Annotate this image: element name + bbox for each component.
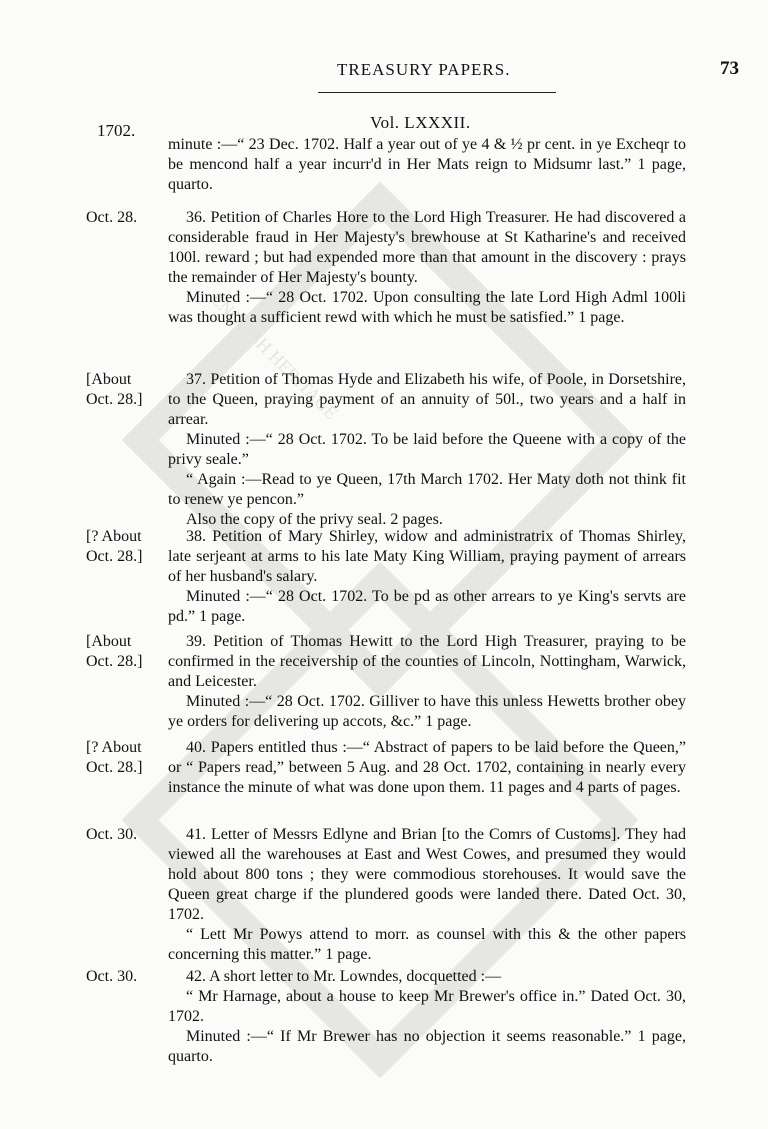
entry-text [168, 370, 686, 530]
entry-date: [? About Oct. 28.] [86, 739, 143, 776]
entry-text [168, 527, 686, 627]
entry-paragraph: minute :—“ 23 Dec. 1702. Half a year out of ye 4 & ½ pr cent. in ye Excheqr to be mencond half a year incurr'd in Her Mats reign to Midsumr last.” 1 page, quarto. [168, 136, 686, 193]
entry-paragraph: 42. A short letter to Mr. Lowndes, docquetted :— [186, 968, 502, 985]
entry-date: Oct. 30. [86, 826, 138, 843]
entry-paragraph: 36. Petition of Charles Hore to the Lord High Treasurer. He had discovered a considerable fraud in Her Majesty's brewhouse at St Katharine's and received 100l. reward ; but had expended more than that amount in the discovery : prays the remainder of Her Majesty's bounty. [168, 209, 686, 286]
entry-minute: “ Lett Mr Powys attend to morr. as counsel with this & the other papers concerning this matter.” 1 page. [168, 926, 686, 963]
entry-text [168, 825, 686, 965]
entry-paragraph: 39. Petition of Thomas Hewitt to the Lord High Treasurer, praying to be confirmed in the receivership of the counties of Lincoln, Nottingham, Warwick, and Leicester. [168, 633, 686, 690]
entry-paragraph: 40. Papers entitled thus :—“ Abstract of papers to be laid before the Queen,” or “ Papers read,” between 5 Aug. and 28 Oct. 1702, containing in nearly every instance the minute of what was done upon them. 11 pages and 4 parts of pages. [168, 739, 686, 796]
entry-quote: “ Mr Harnage, about a house to keep Mr Brewer's office in.” Dated Oct. 30, 1702. [168, 988, 686, 1025]
entry-date: [? About Oct. 28.] [86, 528, 143, 565]
entry-text [168, 967, 686, 1067]
entry-minute: Minuted :—“ 28 Oct. 1702. Gilliver to have this unless Hewetts brother obey ye orders for delivering up accots, &c.” 1 page. [168, 693, 686, 730]
entry-date: Oct. 28. [86, 209, 138, 226]
entry-minute: Minuted :—“ 28 Oct. 1702. Upon consulting the late Lord High Adml 100li was thought a sufficient rewd with which he must be satisfied.” 1 page. [168, 289, 686, 326]
header-rule [318, 92, 556, 93]
entry-minute: Minuted :—“ If Mr Brewer has no objection it seems reasonable.” 1 page, quarto. [168, 1028, 686, 1065]
entry-paragraph: 37. Petition of Thomas Hyde and Elizabeth his wife, of Poole, in Dorsetshire, to the Queen, praying payment of an annuity of 50l., two years and a half in arrear. [168, 371, 686, 428]
entry-date: [About Oct. 28.] [86, 371, 143, 408]
entry-text [168, 738, 686, 798]
page-number: 73 [720, 58, 739, 79]
entry-text [168, 135, 686, 195]
entry-text [168, 208, 686, 328]
entry-paragraph: 41. Letter of Messrs Edlyne and Brian [to the Comrs of Customs]. They had viewed all the warehouses at East and West Cowes, and presumed they would hold about 800 tons ; they were commodious storehouses. It would save the Queen great charge if the plundered goods were landed there. Dated Oct. 30, 1702. [168, 826, 686, 923]
watermark-text: ENGLISH HERITAGE [207, 288, 342, 424]
entry-date: Oct. 30. [86, 968, 138, 985]
entry-minute: Minuted :—“ 28 Oct. 1702. To be laid before the Queene with a copy of the privy seale.” [168, 431, 686, 468]
entry-minute: Minuted :—“ 28 Oct. 1702. To be pd as other arrears to ye King's servts are pd.” 1 page. [168, 588, 686, 625]
volume-heading: Vol. LXXXII. [370, 113, 471, 132]
entry-date: [About Oct. 28.] [86, 633, 143, 670]
entry-minute: “ Again :—Read to ye Queen, 17th March 1702. Her Maty doth not think fit to renew ye pencon.” [168, 471, 686, 508]
year-marker: 1702. [97, 121, 136, 140]
entry-note: Also the copy of the privy seal. 2 pages. [186, 511, 443, 528]
running-title: TREASURY PAPERS. [337, 60, 511, 79]
entry-paragraph: 38. Petition of Mary Shirley, widow and administratrix of Thomas Shirley, late serjeant at arms to his late Maty King William, praying payment of arrears of her husband's salary. [168, 528, 686, 585]
entry-text [168, 632, 686, 732]
